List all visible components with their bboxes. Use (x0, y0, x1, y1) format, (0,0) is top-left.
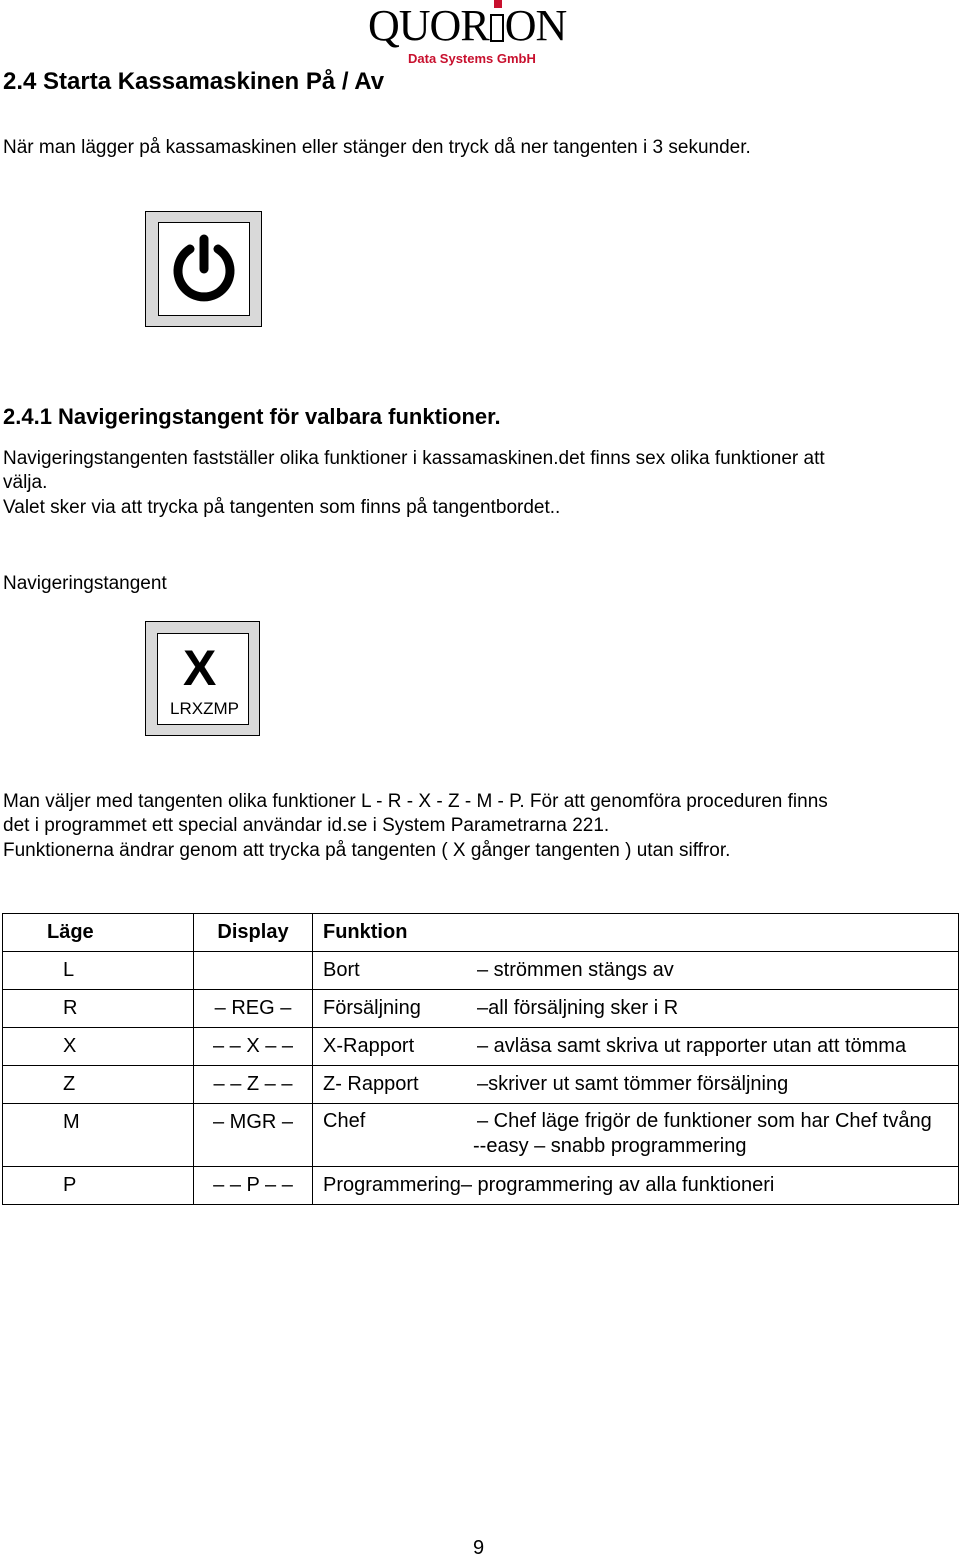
row-mode (3, 1104, 194, 1167)
page-number: 9 (473, 1537, 485, 1559)
header-mode: Läge (3, 914, 194, 952)
row-function-name: X-Rapport (323, 1035, 415, 1057)
table-row (3, 952, 959, 990)
paragraph-line1: Man väljer med tangenten olika funktioner L - R - X - Z - M - P. För att genomföra proceduren finns (3, 791, 828, 812)
subsection-line1: Navigeringstangenten fastställer olika funktioner i kassamaskinen.det finns sex olika funktioner att (3, 448, 825, 469)
row-description: –all försäljning sker i R (477, 997, 679, 1019)
row-function-name: Försäljning (323, 997, 421, 1019)
subsection-line2: välja. (3, 472, 48, 493)
section-title: 2.4 Starta Kassamaskinen På / Av (3, 68, 385, 95)
brand-subtitle: Data Systems GmbH (408, 51, 536, 66)
table-row (3, 1167, 959, 1205)
row-description: – avläsa samt skriva ut rapporter utan att tömma (477, 1035, 907, 1057)
row-function (313, 990, 959, 1028)
navigation-key-letter: X (183, 640, 217, 696)
row-display: – REG – (194, 990, 313, 1028)
row-mode-text: M (63, 1111, 80, 1133)
row-display (194, 952, 313, 990)
key-caption: Navigeringstangent (3, 573, 167, 594)
navigation-key-modes: LRXZMP (170, 699, 239, 718)
table-row (3, 1066, 959, 1104)
table-row (3, 990, 959, 1028)
row-function-name: Chef (323, 1110, 366, 1132)
row-mode: P (3, 1167, 194, 1205)
subsection-line3: Valet sker via att trycka på tangenten som finns på tangentbordet.. (3, 497, 561, 518)
row-function (313, 952, 959, 990)
table-header-row (3, 914, 959, 952)
paragraph-line2: det i programmet ett special användar id.se i System Parametrarna 221. (3, 815, 610, 836)
row-display: – – Z – – (194, 1066, 313, 1104)
row-mode: Z (3, 1066, 194, 1104)
row-function-name: Z- Rapport (323, 1073, 419, 1095)
row-mode: L (3, 952, 194, 990)
subsection-title: 2.4.1 Navigeringstangent för valbara funktioner. (3, 404, 501, 429)
row-function: Programmering– programmering av alla funktioneri (313, 1167, 959, 1205)
row-function (313, 1028, 959, 1066)
power-icon (168, 231, 240, 307)
row-function-name: Bort (323, 959, 360, 981)
row-display: – – P – – (194, 1167, 313, 1205)
header-display: Display (194, 914, 313, 952)
row-description: – strömmen stängs av (477, 959, 674, 981)
header-function: Funktion (313, 914, 959, 952)
row-description: – Chef läge frigör de funktioner som har Chef tvång (477, 1110, 932, 1132)
section-intro: När man lägger på kassamaskinen eller stänger den tryck då ner tangenten i 3 sekunder. (3, 137, 751, 158)
power-key (145, 211, 262, 327)
row-display-text: – MGR – (212, 1111, 294, 1133)
table-row (3, 1028, 959, 1066)
paragraph-line3: Funktionerna ändrar genom att trycka på tangenten ( X gånger tangenten ) utan siffror. (3, 840, 731, 861)
row-description-extra: --easy – snabb programmering (473, 1135, 747, 1157)
row-display (194, 1104, 313, 1167)
row-mode: X (3, 1028, 194, 1066)
row-function (313, 1104, 959, 1167)
table-row (3, 1104, 959, 1167)
row-mode: R (3, 990, 194, 1028)
row-description: –skriver ut samt tömmer försäljning (477, 1073, 789, 1095)
row-function (313, 1066, 959, 1104)
row-display: – – X – – (194, 1028, 313, 1066)
brand-name: QUOR ON (368, 1, 567, 50)
mode-table (2, 913, 959, 1205)
brand-logo (368, 1, 594, 68)
